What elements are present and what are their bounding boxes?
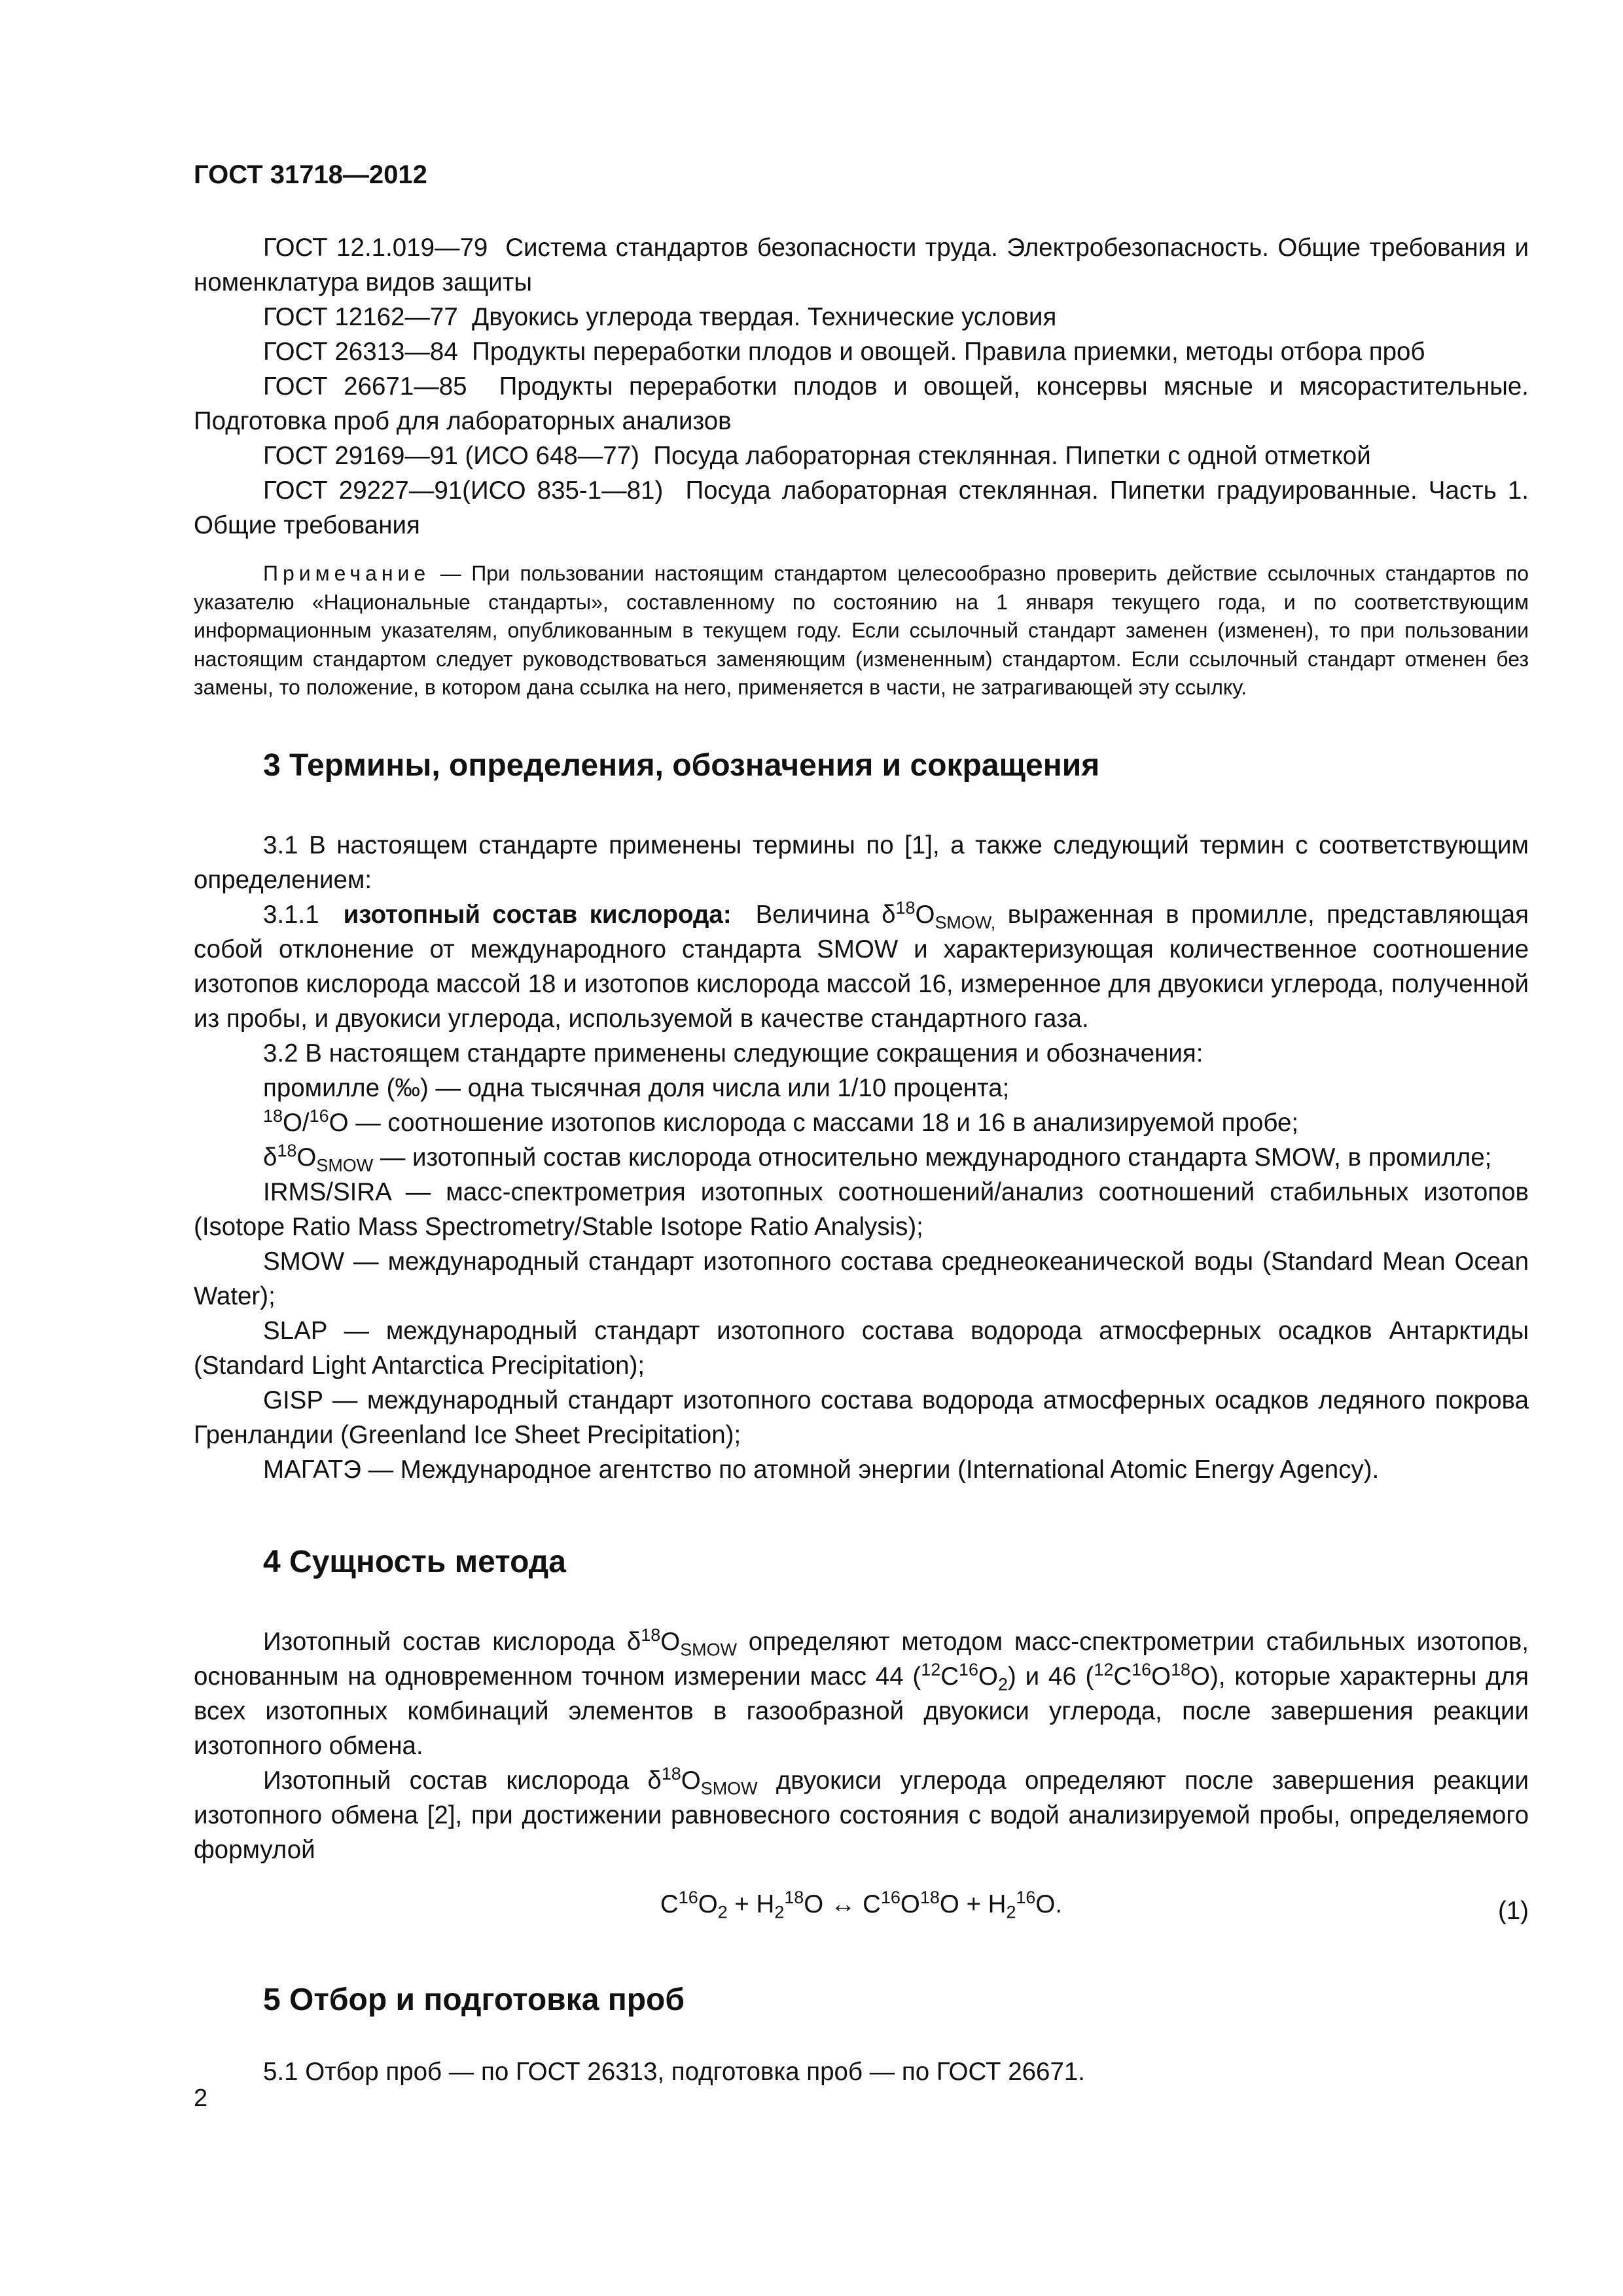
term-name: изотопный состав кислорода: [343, 900, 732, 929]
reference-item: ГОСТ 12162—77 Двуокись углерода твердая. Технические условия [263, 303, 1057, 331]
abbreviation-item: GISP — международный стандарт изотопного состава водорода атмосферных осадков ледяного покрова Гренландии (Greenland Ice Sheet Precipitation); [194, 1386, 1529, 1449]
abbreviation-item: промилле (‰) — одна тысячная доля числа или 1/10 процента; [263, 1073, 1010, 1102]
document-header: ГОСТ 31718—2012 [194, 160, 427, 189]
abbreviation-item: IRMS/SIRA — масс-спектрометрия изотопных соотношений/анализ соотношений стабильных изотопов (Isotope Ratio Mass Spectrometry/Stable Isotope Ratio Analysis); [194, 1177, 1529, 1241]
page-number: 2 [194, 2085, 208, 2112]
section-5-body [194, 2054, 1529, 2089]
note-text: — При пользовании настоящим стандартом целесообразно проверить действие ссылочных стандартов по указателю «Национальные стандарты», составленному по состоянию на 1 января текущего года, и по соответствующим информационным указателям, опубликованным в текущем году. Если ссылочный стандарт заменен (изменен), то при пользовании настоящим стандартом следует руководствоваться заменяющим (измененным) стандартом. Если ссылочный стандарт отменен без замены, то положение, в котором дана ссылка на него, применяется в части, не затрагивающей эту ссылку. [194, 562, 1529, 699]
reference-item: ГОСТ 29169—91 (ИСО 648—77) Посуда лабораторная стеклянная. Пипетки с одной отметкой [263, 442, 1371, 470]
document-page [194, 160, 1529, 2089]
note-label: Примечание [263, 562, 431, 585]
section-5-heading: 5 Отбор и подготовка проб [263, 1982, 685, 2017]
reference-item: ГОСТ 12.1.019—79 Система стандартов безопасности труда. Электробезопасность. Общие требования и номенклатура видов защиты [194, 234, 1529, 296]
paragraph-3-2: 3.2 В настоящем стандарте применены следующие сокращения и обозначения: [263, 1039, 1204, 1067]
section-3-heading: 3 Термины, определения, обозначения и сокращения [263, 747, 1100, 783]
abbreviation-item: SLAP — международный стандарт изотопного состава водорода атмосферных осадков Антарктиды (Standard Light Antarctica Precipitation); [194, 1316, 1529, 1380]
section-4-body [194, 1624, 1529, 1925]
abbreviation-item: $\delta^{18}O_{SMOW}$ — изотопный состав кислорода относительно международного стандарта SMOW, в промилле; [263, 1140, 1492, 1175]
formula-number: (1) [1497, 1896, 1529, 1925]
paragraph-3-1: 3.1 В настоящем стандарте применены термины по [1], а также следующий термин с соответствующим определением: [194, 831, 1529, 894]
paragraph-5-1: 5.1 Отбор проб — по ГОСТ 26313, подготовка проб — по ГОСТ 26671. [263, 2057, 1085, 2086]
reference-item: ГОСТ 26313—84 Продукты переработки плодов и овощей. Правила приемки, методы отбора проб [263, 338, 1425, 366]
reference-item: ГОСТ 26671—85 Продукты переработки плодов и овощей, консервы мясные и мясорастительные. Подготовка проб для лабораторных анализов [194, 372, 1529, 435]
formula-1 [194, 1884, 1529, 1925]
section-4-heading: 4 Сущность метода [263, 1544, 566, 1579]
abbreviation-item: $^{18}$O/$^{16}$O — соотношение изотопов кислорода с массами 18 и 16 в анализируемой пробе; [263, 1105, 1299, 1137]
abbreviation-item: МАГАТЭ — Международное агентство по атомной энергии (International Atomic Energy Agency). [263, 1455, 1380, 1484]
section-3-body [194, 828, 1529, 1487]
paragraph-4-1: Изотопный состав кислорода $\delta^{18}O_{SMOW}$ определяют методом масс-спектрометрии стабильных изотопов, основанным на одновременном точном измерении масс 44 $(^{12}C^{16}O_2)$ и 46 $(^{12}C^{16}O^{18}O)$, которые характерны для всех изотопных комбинаций элементов в газообразной двуокиси углерода, после завершения реакции изотопного обмена. [194, 1624, 1529, 1760]
note-block [194, 560, 1529, 702]
abbreviation-item: SMOW — международный стандарт изотопного состава среднеокеанической воды (Standard Mean Ocean Water); [194, 1247, 1529, 1310]
reference-item: ГОСТ 29227—91(ИСО 835-1—81) Посуда лабораторная стеклянная. Пипетки градуированные. Часть 1. Общие требования [194, 476, 1529, 539]
paragraph-4-2: Изотопный состав кислорода $\delta^{18}O_{SMOW}$ двуокиси углерода определяют после завершения реакции изотопного обмена [2], при достижении равновесного состояния с водой анализируемой пробы, определяемого формулой [194, 1763, 1529, 1864]
paragraph-3-1-1: 3.1.1 изотопный состав кислорода: Величина $\delta^{18}O_{SMOW,}$ выраженная в промилле, представляющая собой отклонение от международного стандарта SMOW и характеризующая количественное соотношение изотопов кислорода массой 18 и изотопов кислорода массой 16, измеренное для двуокиси углерода, полученной из пробы, и двуокиси углерода, используемой в качестве стандартного газа. [194, 897, 1529, 1033]
normative-references [194, 230, 1529, 543]
formula-expression: $C^{16}O_2 + H_2^{18}O$ ↔ $C^{16}O^{18}O + H_2^{16}O$. [660, 1887, 1063, 1922]
